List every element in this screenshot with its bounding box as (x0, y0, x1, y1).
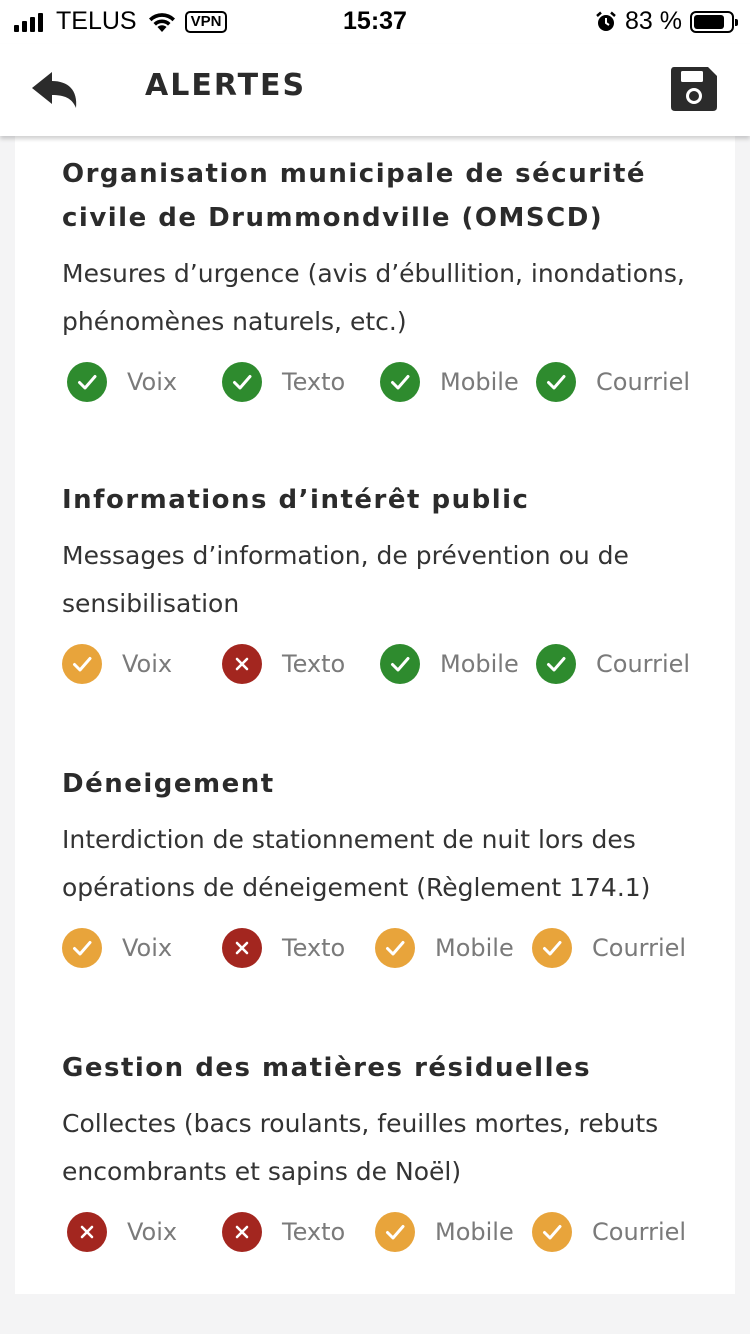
checkmark-icon (67, 362, 107, 402)
channel-voix[interactable] (62, 642, 172, 686)
channel-voix[interactable] (67, 360, 177, 404)
channel-courriel[interactable] (532, 1210, 686, 1254)
channel-label: Mobile (435, 1218, 514, 1246)
section-description: Interdiction de stationnement de nuit lors des opérations de déneigement (Règlement 174.1) (62, 825, 651, 902)
channel-label: Mobile (440, 368, 519, 396)
channel-label: Courriel (596, 650, 691, 678)
alerts-card (15, 136, 735, 1294)
battery-percent: 83 % (625, 7, 682, 35)
section-title: Déneigement (62, 769, 275, 799)
app-header (0, 44, 750, 136)
channel-mobile[interactable] (375, 926, 514, 970)
battery-icon (690, 11, 734, 33)
channel-mobile[interactable] (380, 642, 519, 686)
status-bar (0, 0, 750, 44)
status-time: 15:37 (343, 7, 407, 35)
channel-label: Voix (122, 650, 173, 678)
channel-label: Mobile (435, 934, 514, 962)
cross-icon (222, 928, 262, 968)
section-title: Informations d’intérêt public (62, 485, 530, 515)
battery-fill (694, 15, 724, 29)
alarm-icon (595, 11, 617, 33)
checkmark-icon (532, 928, 572, 968)
checkmark-icon (380, 362, 420, 402)
channel-label: Mobile (440, 650, 519, 678)
channel-texto[interactable] (222, 1210, 345, 1254)
checkmark-icon (62, 928, 102, 968)
channel-courriel[interactable] (532, 926, 686, 970)
channel-list (62, 360, 692, 410)
channel-list (62, 926, 692, 976)
section-title: Organisation municipale de sécurité civile de Drummondville (OMSCD) (62, 159, 647, 233)
channel-label: Voix (127, 368, 178, 396)
channel-courriel[interactable] (536, 360, 690, 404)
channel-voix[interactable] (67, 1210, 177, 1254)
channel-label: Texto (282, 650, 346, 678)
channel-list (62, 1210, 692, 1260)
checkmark-icon (532, 1212, 572, 1252)
back-arrow-icon[interactable] (30, 68, 82, 112)
channel-mobile[interactable] (375, 1210, 514, 1254)
save-floppy-icon[interactable] (670, 66, 718, 112)
checkmark-icon (375, 1212, 415, 1252)
alert-section (62, 1046, 692, 1260)
carrier-name: TELUS (56, 7, 137, 35)
channel-voix[interactable] (62, 926, 172, 970)
checkmark-icon (375, 928, 415, 968)
channel-texto[interactable] (222, 926, 345, 970)
channel-mobile[interactable] (380, 360, 519, 404)
section-description: Collectes (bacs roulants, feuilles mortes, rebuts encombrants et sapins de Noël) (62, 1109, 659, 1186)
checkmark-icon (536, 362, 576, 402)
page-title: ALERTES (145, 68, 307, 103)
section-description: Mesures d’urgence (avis d’ébullition, inondations, phénomènes naturels, etc.) (62, 259, 685, 336)
channel-texto[interactable] (222, 642, 345, 686)
checkmark-icon (222, 362, 262, 402)
channel-label: Voix (122, 934, 173, 962)
alert-section (62, 152, 692, 410)
cross-icon (67, 1212, 107, 1252)
channel-courriel[interactable] (536, 642, 690, 686)
alert-section (62, 478, 692, 692)
channel-label: Courriel (592, 1218, 687, 1246)
section-title: Gestion des matières résiduelles (62, 1053, 592, 1083)
cross-icon (222, 1212, 262, 1252)
channel-label: Texto (282, 934, 346, 962)
channel-label: Voix (127, 1218, 178, 1246)
checkmark-icon (380, 644, 420, 684)
checkmark-icon (62, 644, 102, 684)
channel-label: Courriel (596, 368, 691, 396)
channel-texto[interactable] (222, 360, 345, 404)
section-description: Messages d’information, de prévention ou de sensibilisation (62, 541, 629, 618)
channel-label: Texto (282, 1218, 346, 1246)
channel-label: Texto (282, 368, 346, 396)
alert-section (62, 762, 692, 976)
channel-label: Courriel (592, 934, 687, 962)
channel-list (62, 642, 692, 692)
checkmark-icon (536, 644, 576, 684)
cross-icon (222, 644, 262, 684)
vpn-badge: VPN (185, 11, 228, 33)
